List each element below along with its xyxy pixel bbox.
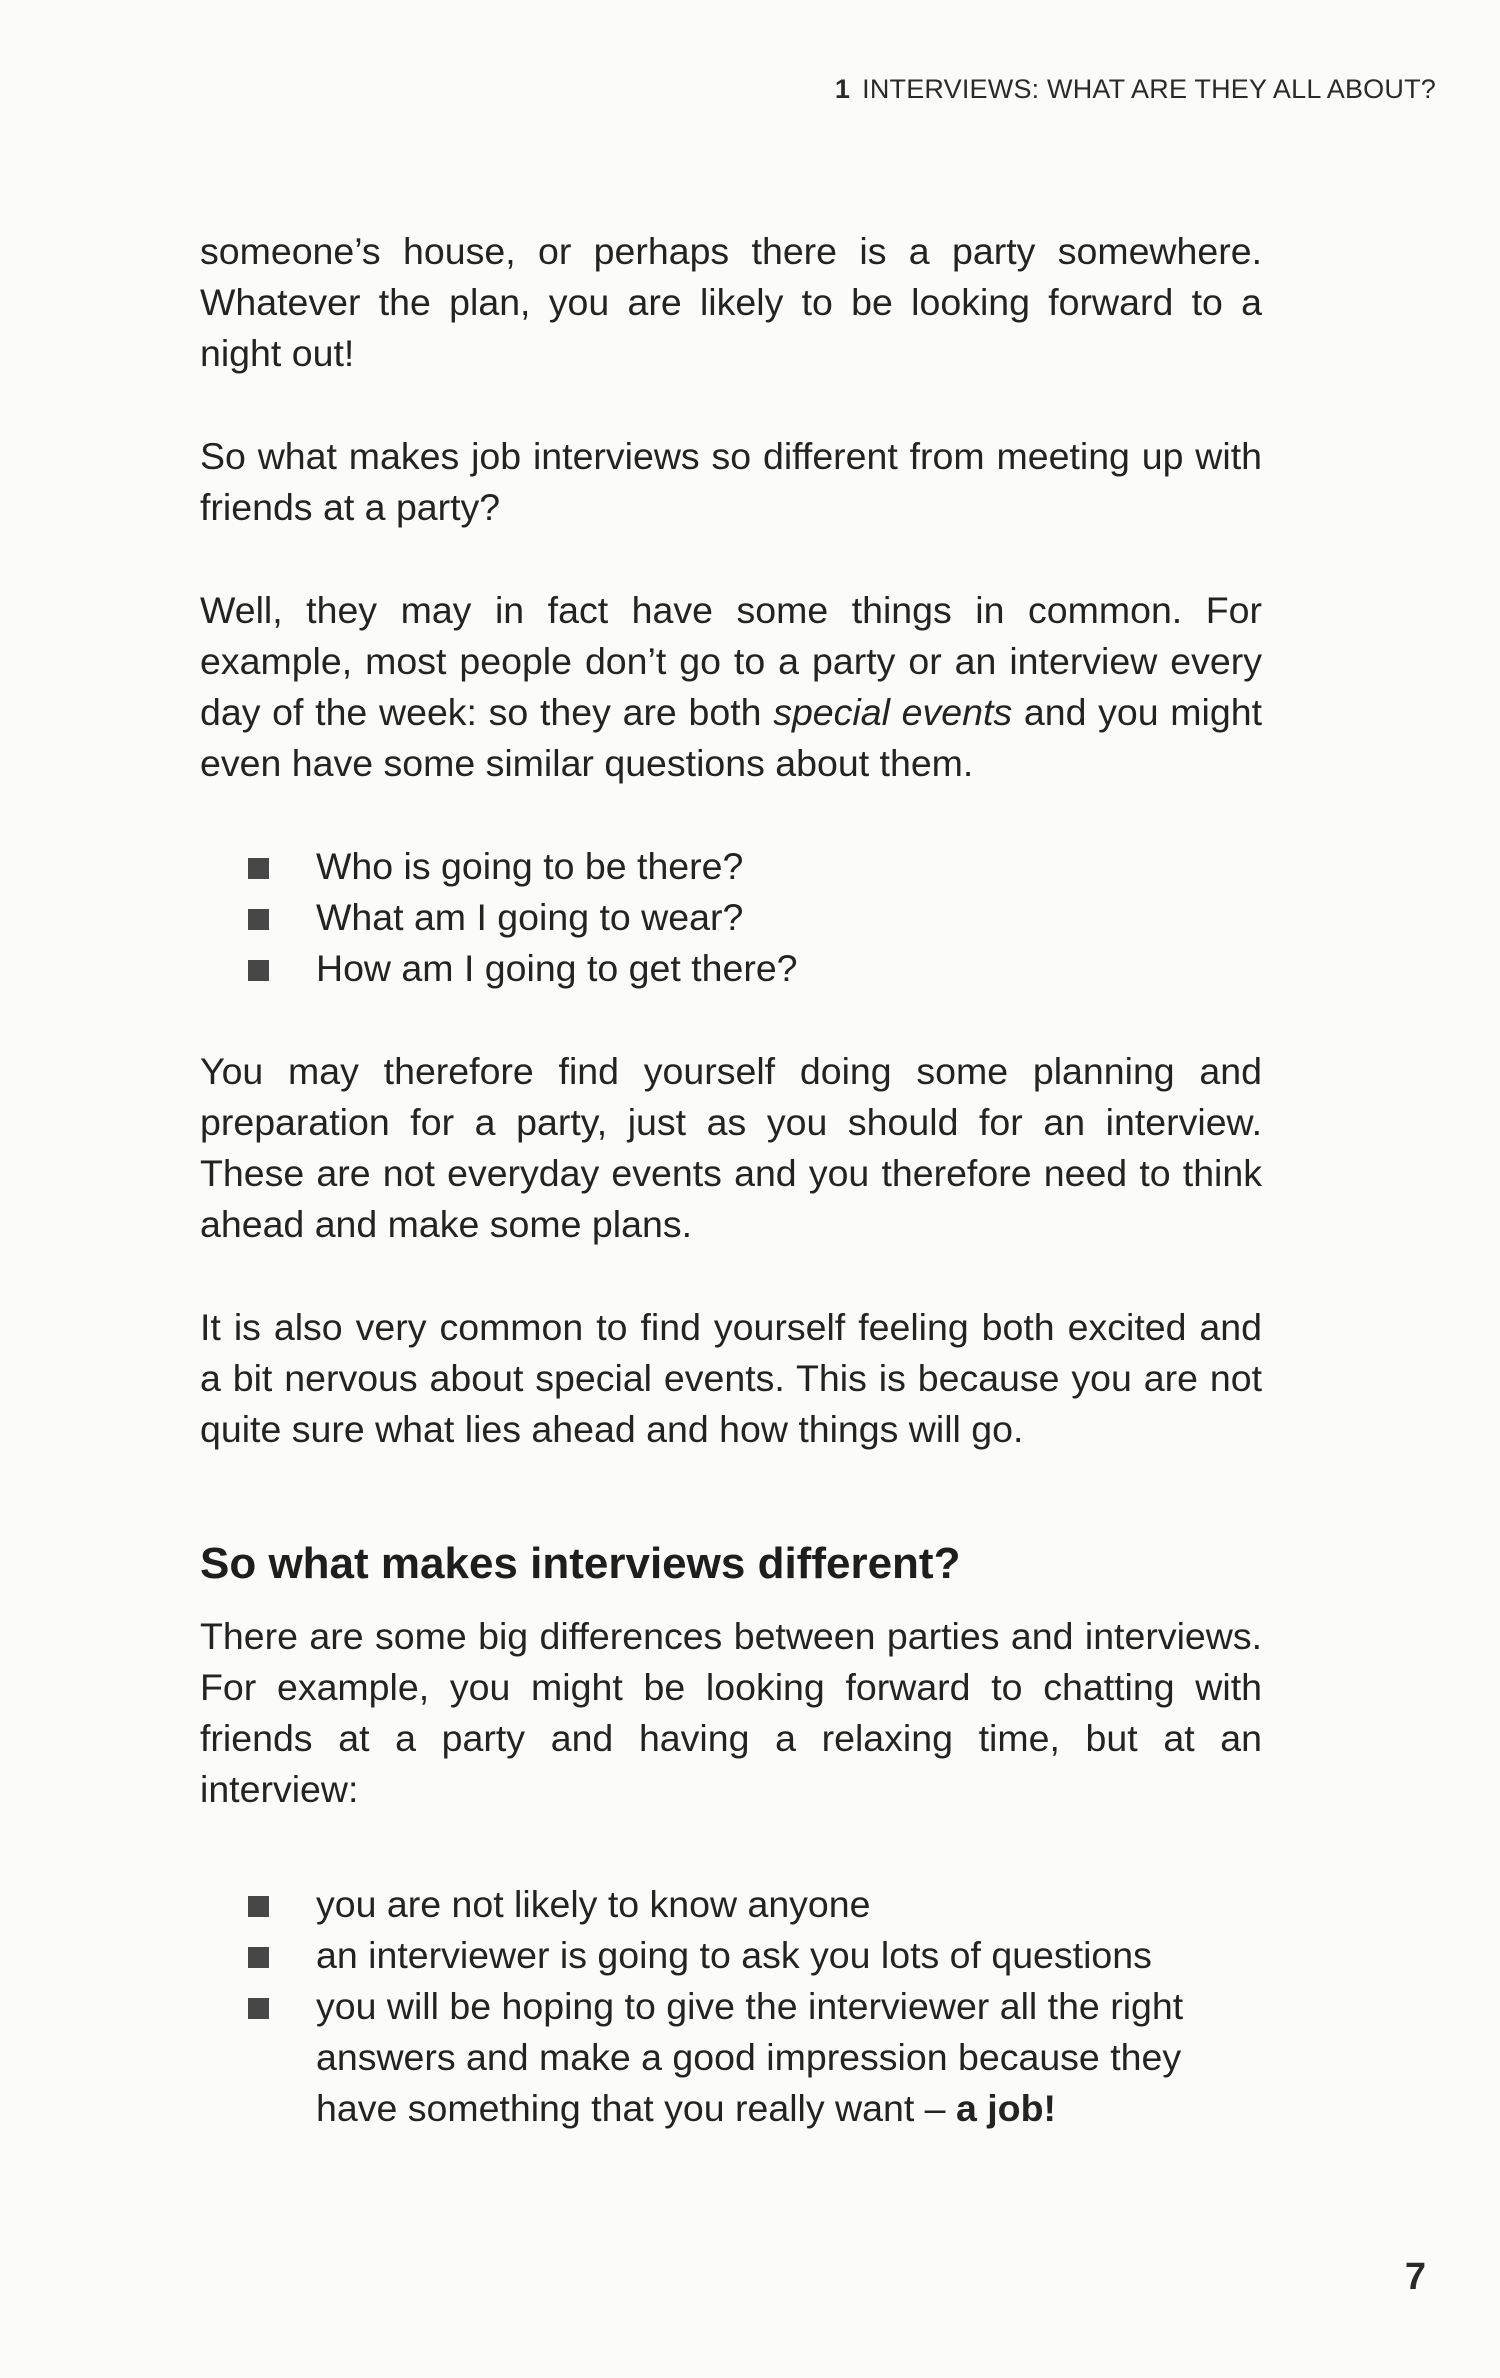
page-number: 7 — [1404, 2256, 1426, 2298]
list-item — [248, 841, 1262, 892]
paragraph-4: You may therefore find yourself doing some planning and preparation for a party, just as you should for an interview. These are not everyday events and you therefore need to think ahead and make some plans. — [200, 1050, 1262, 1245]
square-bullet-icon — [248, 1998, 269, 2019]
bullet-list-differences — [200, 1879, 1262, 2134]
list-item — [248, 892, 1262, 943]
list-item-text: an interviewer is going to ask you lots of questions — [316, 1934, 1152, 1976]
emphasis-a-job: a job! — [955, 2087, 1056, 2129]
list-item-text: you will be hoping to give the interviewer all the right answers and make a good impression because they have something that you really want – — [316, 1985, 1184, 2129]
list-item — [248, 1879, 1262, 1930]
list-item-text: Who is going to be there? — [316, 845, 744, 887]
paragraph-2: So what makes job interviews so different from meeting up with friends at a party? — [200, 435, 1262, 528]
page-body — [200, 226, 1262, 2186]
paragraph-1: someone’s house, or perhaps there is a party somewhere. Whatever the plan, you are likely to be looking forward to a night out! — [200, 230, 1262, 374]
list-item — [248, 1930, 1262, 1981]
square-bullet-icon — [248, 909, 269, 930]
running-header — [835, 74, 1436, 105]
list-item-text: What am I going to wear? — [316, 896, 744, 938]
square-bullet-icon — [248, 1947, 269, 1968]
section-heading: So what makes interviews different? — [200, 1539, 961, 1588]
list-item-text: you are not likely to know anyone — [316, 1883, 871, 1925]
bullet-list-questions — [200, 841, 1262, 994]
square-bullet-icon — [248, 858, 269, 879]
paragraph-3-start: Well, they may in fact have some things in common. For example, most people don’t go to a party or an interview every day of the week: so they are both — [200, 589, 1262, 733]
list-item — [248, 943, 1262, 994]
emphasis-special-events: special events — [773, 691, 1013, 733]
paragraph-5: It is also very common to find yourself feeling both excited and a bit nervous about special events. This is because you are not quite sure what lies ahead and how things will go. — [200, 1306, 1262, 1450]
square-bullet-icon — [248, 960, 269, 981]
paragraph-3 — [200, 585, 1262, 789]
paragraph-3-end: and you might even have some similar questions about them. — [200, 691, 1263, 784]
chapter-title: INTERVIEWS: WHAT ARE THEY ALL ABOUT? — [862, 74, 1436, 104]
square-bullet-icon — [248, 1896, 269, 1917]
list-item-text: How am I going to get there? — [316, 947, 798, 989]
chapter-number: 1 — [834, 74, 851, 104]
list-item — [248, 1981, 1262, 2134]
paragraph-6: There are some big differences between parties and interviews. For example, you might be looking forward to chatting with friends at a party and having a relaxing time, but at an interview: — [200, 1615, 1262, 1810]
